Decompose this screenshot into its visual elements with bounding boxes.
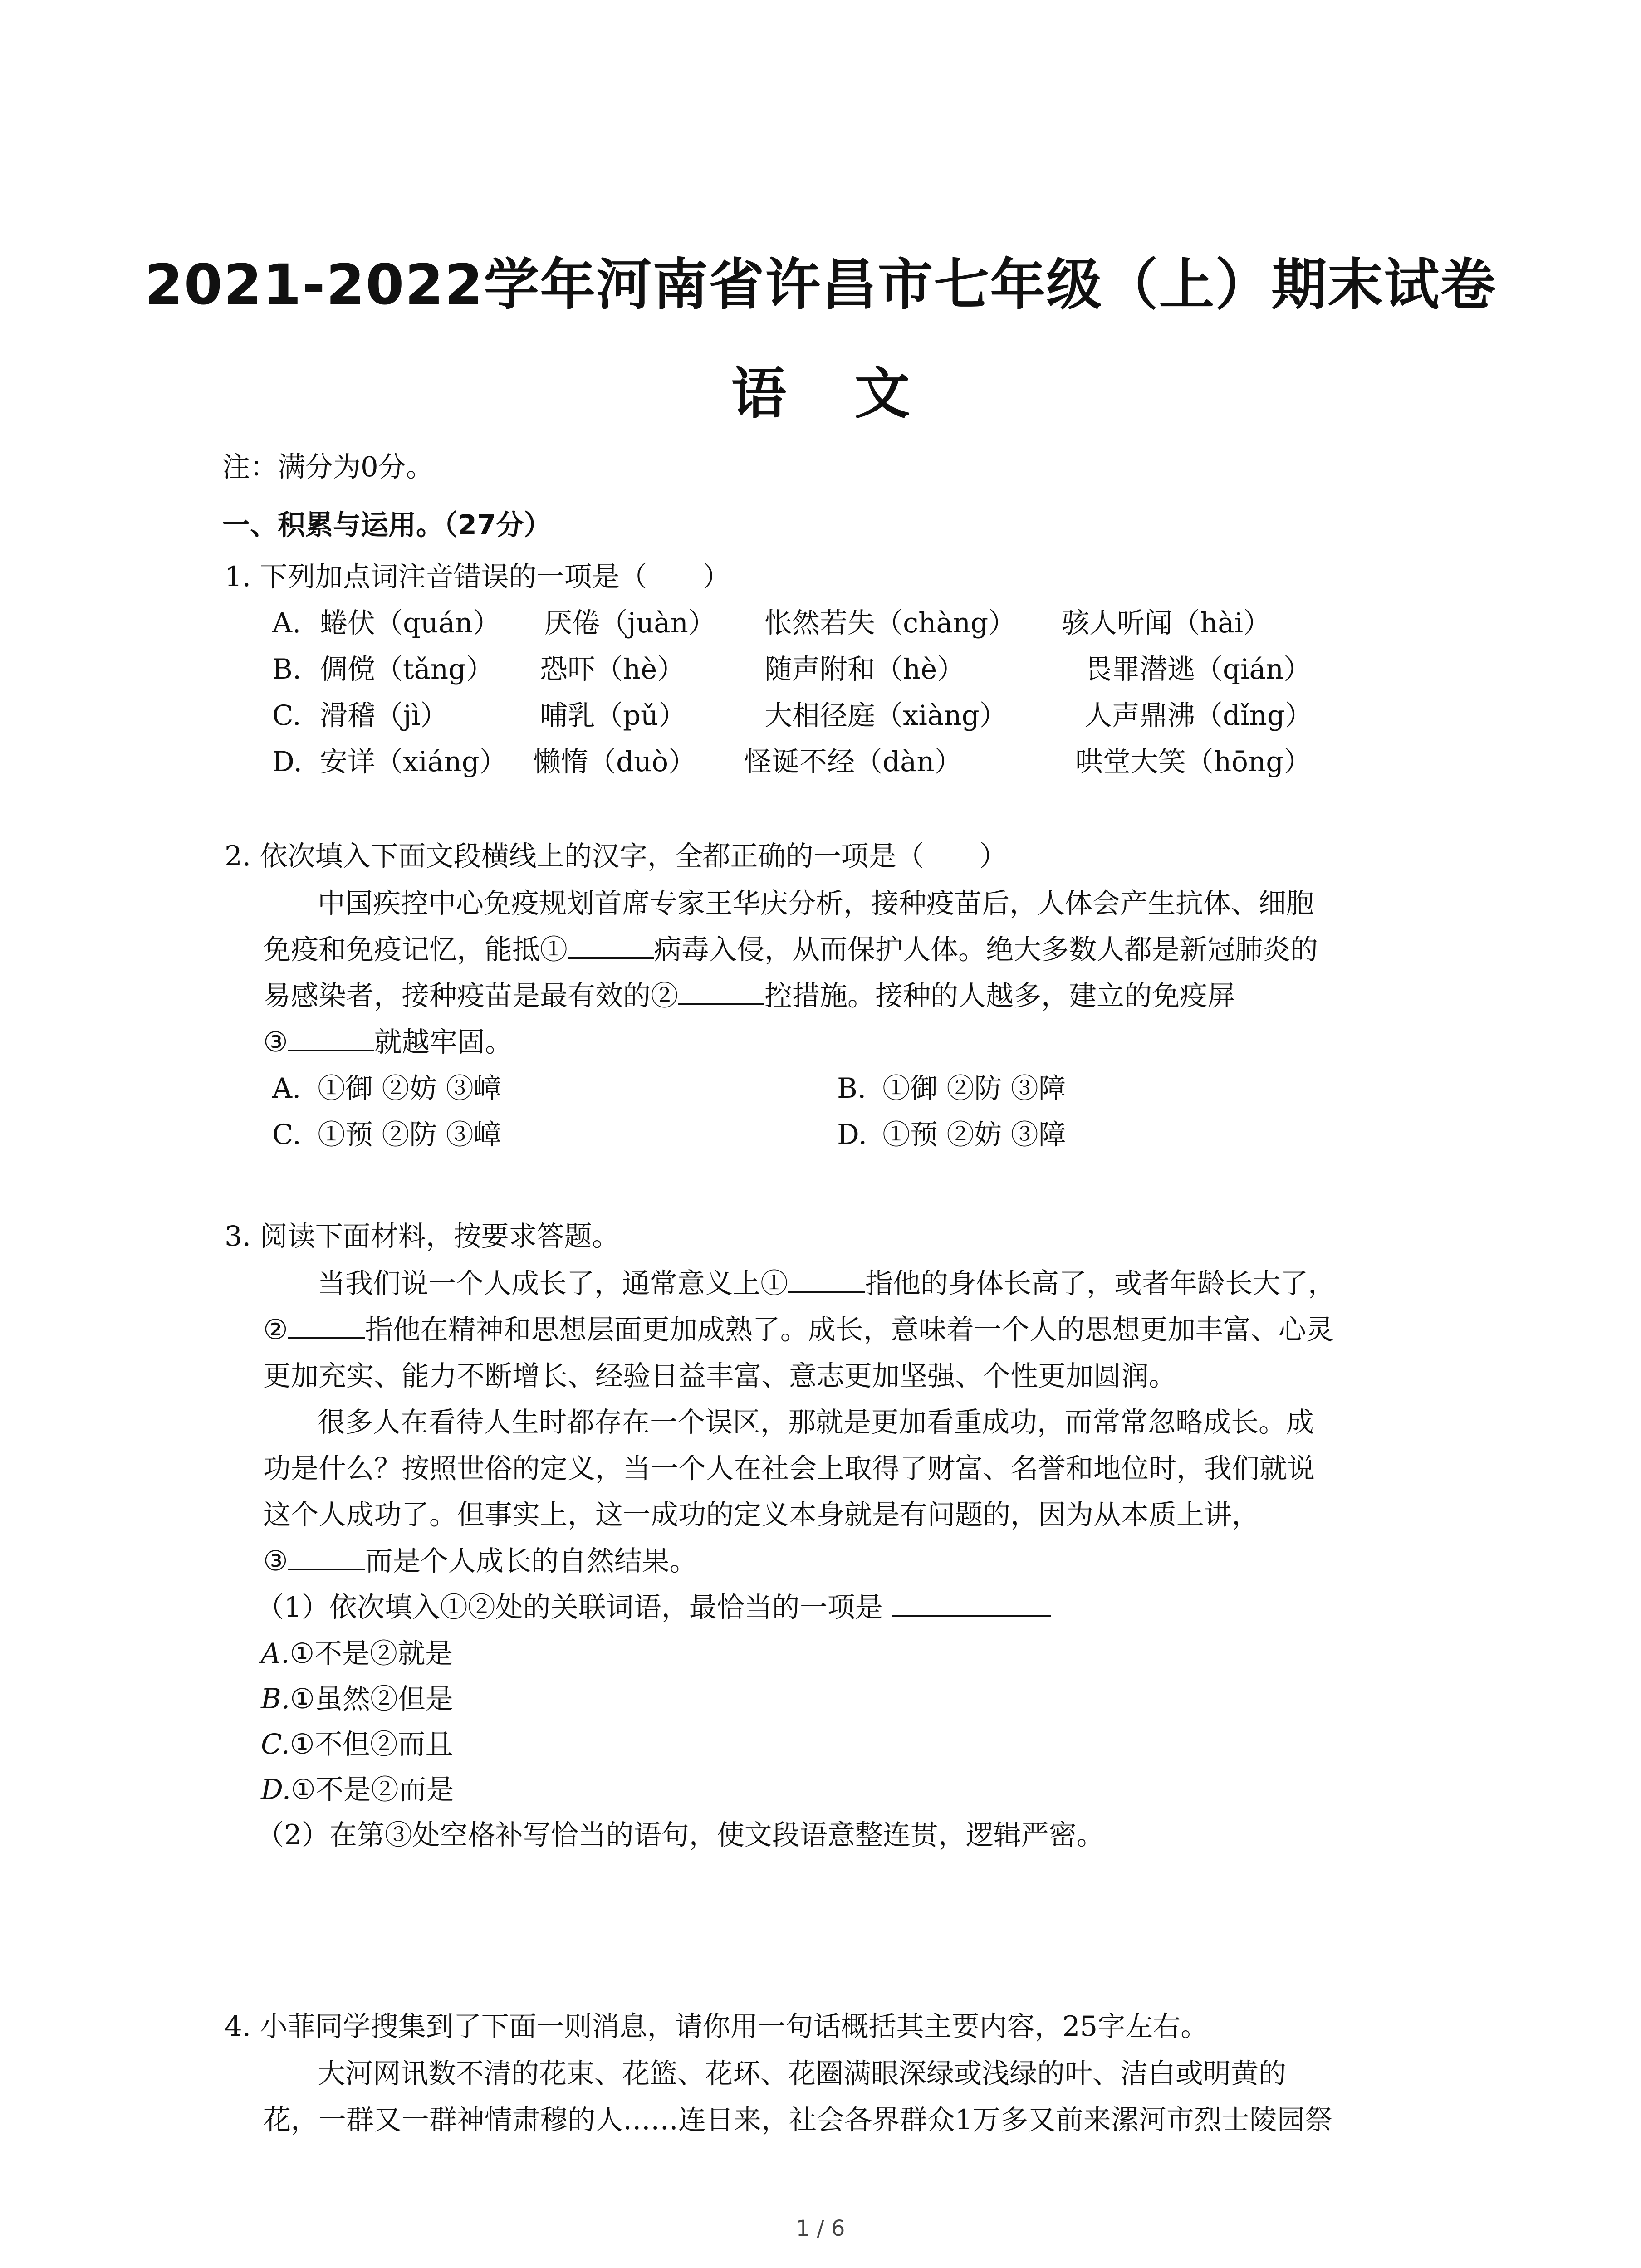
q2-paragraph-line: 中国疾控中心免疫规划首席专家王华庆分析，接种疫苗后，人体会产生抗体、细胞 <box>318 887 1314 919</box>
q3-text: 而是个人成长的自然结果。 <box>365 1545 697 1577</box>
q1-option-item: 倜傥（tǎng） <box>320 653 494 685</box>
q2-text: 病毒入侵，从而保护人体。绝大多数人都是新冠肺炎的 <box>654 934 1318 966</box>
question-3-stem: 3. 阅读下面材料，按要求答题。 <box>225 1220 620 1252</box>
q1-option-item: 怪诞不经（dàn） <box>744 746 962 778</box>
section-heading: 一、积累与运用。（27分） <box>222 509 552 541</box>
fill-blank[interactable] <box>678 978 764 1005</box>
q2-option-c <box>272 1117 501 1153</box>
q1-option-item: 恐吓（hè） <box>540 653 685 685</box>
q1-option-item: 哄堂大笑（hōng） <box>1075 746 1312 778</box>
q3-choice-b <box>261 1681 453 1717</box>
q3-subquestion-2: （2）在第③处空格补写恰当的语句，使文段语意整连贯，逻辑严密。 <box>256 1819 1104 1851</box>
q3-text: 指他在精神和思想层面更加成熟了。成长，意味着一个人的思想更加丰富、心灵 <box>365 1314 1334 1346</box>
q1-option-item: 哺乳（pǔ） <box>540 699 686 732</box>
q1-option-item: 怅然若失（chàng） <box>764 607 1016 639</box>
q3-paragraph-line: 很多人在看待人生时都存在一个误区，那就是更加看重成功，而常常忽略成长。成 <box>318 1406 1314 1438</box>
q3-subquestion-1 <box>256 1589 1051 1626</box>
q2-text: 就越牢固。 <box>374 1026 513 1058</box>
option-label: C. <box>272 1119 301 1151</box>
page-number: 1 / 6 <box>796 2216 845 2241</box>
score-note: 注：满分为0分。 <box>222 451 434 483</box>
fill-blank[interactable] <box>788 1266 865 1293</box>
q3-paragraph-line: 功是什么？按照世俗的定义，当一个人在社会上取得了财富、名誉和地位时，我们就说 <box>263 1452 1315 1485</box>
choice-label: C. <box>261 1728 290 1760</box>
option-text: ①御 ②防 ③障 <box>882 1072 1066 1105</box>
q3-text: 指他的身体长高了，或者年龄长大了， <box>865 1267 1336 1300</box>
choice-text: ①不但②而且 <box>289 1728 453 1760</box>
q3-choice-d <box>261 1772 454 1808</box>
option-text: ①御 ②妨 ③嶂 <box>318 1072 501 1105</box>
q1-option-item: 骇人听闻（hài） <box>1062 607 1271 639</box>
choice-text: ①不是②就是 <box>289 1637 453 1670</box>
q1-option-item: 大相径庭（xiàng） <box>764 699 1007 732</box>
q1-option-item: 厌倦（juàn） <box>544 607 716 639</box>
q3-paragraph-line <box>263 1312 1334 1348</box>
question-4-stem: 4. 小菲同学搜集到了下面一则消息，请你用一句话概括其主要内容，25字左右。 <box>225 2010 1209 2043</box>
choice-label: B. <box>261 1683 290 1715</box>
q3-choice-c <box>261 1726 453 1763</box>
q1-option-label: A. <box>272 607 301 639</box>
q1-option-item: 懒惰（duò） <box>533 746 696 778</box>
q1-option-item: 蜷伏（quán） <box>320 607 500 639</box>
q3-paragraph-line <box>263 1543 697 1579</box>
option-label: D. <box>837 1119 867 1151</box>
q2-text: 免疫和免疫记忆，能抵① <box>263 934 568 966</box>
fill-blank[interactable] <box>288 1312 365 1339</box>
q4-paragraph-line: 大河网讯数不清的花束、花篮、花环、花圈满眼深绿或浅绿的叶、洁白或明黄的 <box>318 2058 1287 2090</box>
exam-title: 2021-2022学年河南省许昌市七年级（上）期末试卷 <box>144 253 1497 317</box>
option-text: ①预 ②防 ③嶂 <box>318 1119 501 1151</box>
q2-option-b <box>837 1070 1066 1107</box>
q1-option-item: 畏罪潜逃（qián） <box>1084 653 1312 685</box>
q1-option-label: C. <box>272 699 301 732</box>
q1-option-item: 人声鼎沸（dǐng） <box>1084 699 1313 732</box>
q2-paragraph-line <box>263 978 1235 1014</box>
choice-label: D. <box>261 1774 291 1806</box>
q2-option-a <box>272 1070 501 1107</box>
choice-label: A. <box>261 1637 290 1670</box>
answer-blank[interactable] <box>892 1589 1051 1617</box>
q1-option-label: D. <box>272 746 303 778</box>
option-text: ①预 ②妨 ③障 <box>882 1119 1066 1151</box>
choice-text: ①不是②而是 <box>291 1774 454 1806</box>
q1-option-item: 随声附和（hè） <box>764 653 965 685</box>
fill-blank[interactable] <box>568 932 654 959</box>
q2-text: 控措施。接种的人越多，建立的免疫屏 <box>764 980 1235 1012</box>
q3-text: ② <box>263 1314 288 1346</box>
fill-blank[interactable] <box>288 1543 365 1570</box>
q3-paragraph-line: 更加充实、能力不断增长、经验日益丰富、意志更加坚强、个性更加圆润。 <box>263 1360 1177 1392</box>
q2-text: ③ <box>263 1026 288 1058</box>
q3-paragraph-line: 这个人成功了。但事实上，这一成功的定义本身就是有问题的，因为从本质上讲， <box>263 1499 1260 1531</box>
q4-paragraph-line: 花，一群又一群神情肃穆的人……连日来，社会各界群众1万多又前来漯河市烈士陵园祭 <box>263 2104 1332 2136</box>
q3-sub1-text: （1）依次填入①②处的关联词语，最恰当的一项是 <box>256 1591 883 1623</box>
q2-text: 易感染者，接种疫苗是最有效的② <box>263 980 679 1012</box>
fill-blank[interactable] <box>288 1024 374 1051</box>
q2-paragraph-line <box>263 1024 513 1061</box>
q1-option-label: B. <box>272 653 302 685</box>
question-2-stem: 2. 依次填入下面文段横线上的汉字，全都正确的一项是（ ） <box>225 840 1007 872</box>
choice-text: ①虽然②但是 <box>290 1683 453 1715</box>
q1-option-item: 安详（xiáng） <box>320 746 507 778</box>
q1-option-item: 滑稽（jì） <box>320 699 448 732</box>
exam-subject: 语文 <box>731 362 978 426</box>
option-label: A. <box>272 1072 301 1105</box>
q2-option-d <box>837 1117 1066 1153</box>
option-label: B. <box>837 1072 867 1105</box>
q3-text: 当我们说一个人成长了，通常意义上① <box>318 1267 789 1300</box>
q3-choice-a <box>261 1636 453 1672</box>
q3-paragraph-line <box>318 1266 1336 1302</box>
q2-paragraph-line <box>263 932 1318 968</box>
question-1-stem: 1. 下列加点词注音错误的一项是（ ） <box>225 561 730 593</box>
q3-text: ③ <box>263 1545 288 1577</box>
